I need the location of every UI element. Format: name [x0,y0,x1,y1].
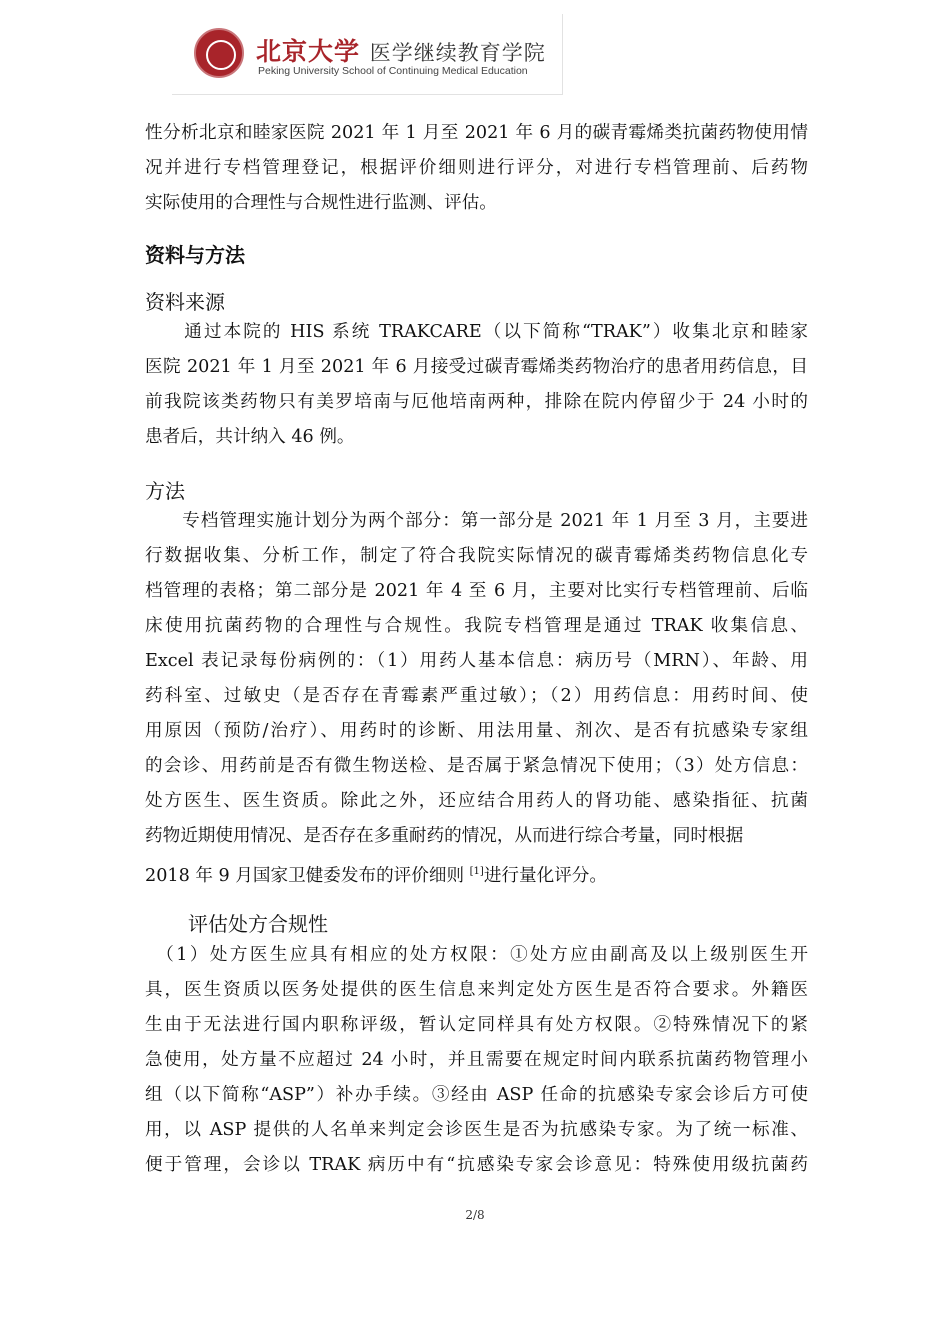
method-last-line [145,854,808,889]
text-line: 床使用抗菌药物的合理性与合规性。我院专档管理是通过 TRAK 收集信息、 [145,616,808,636]
text-line: 组（以下简称“ASP”）补办手续。③经由 ASP 任命的抗感染专家会诊后方可使 [145,1085,808,1105]
institution-logo [172,14,563,95]
text-line: 况并进行专档管理登记，根据评价细则进行评分，对进行专档管理前、后药物 [145,158,808,178]
text-line: （1）处方医生应具有相应的处方权限：①处方应由副高及以上级别医生开 [145,945,808,965]
text-line: 药科室、过敏史（是否存在青霉素严重过敏）；（2）用药信息：用药时间、使 [145,686,808,706]
text-line: 实际使用的合理性与合规性进行监测、评估。 [145,193,497,213]
compliance-paragraph [145,938,808,1183]
university-seal-icon [194,28,244,78]
text-line: 处方医生、医生资质。除此之外，还应结合用药人的肾功能、感染指征、抗菌 [145,791,808,811]
text-line: 用原因（预防/治疗）、用药时的诊断、用法用量、剂次、是否有抗感染专家组 [145,721,808,741]
page-number: 2/8 [465,1208,485,1222]
text-line: 具，医生资质以医务处提供的医生信息来判定处方医生是否符合要求。外籍医 [145,980,808,1000]
text-line: 前我院该类药物只有美罗培南与厄他培南两种，排除在院内停留少于 24 小时的 [145,392,808,412]
text-line: 行数据收集、分析工作，制定了符合我院实际情况的碳青霉烯类药物信息化专 [145,546,808,566]
text-line: 档管理的表格；第二部分是 2021 年 4 至 6 月，主要对比实行专档管理前、后临 [145,581,808,601]
text-line: 医院 2021 年 1 月至 2021 年 6 月接受过碳青霉烯类药物治疗的患者用药信息，目 [145,357,808,377]
source-paragraph [145,315,808,455]
text-line: 患者后，共计纳入 46 例。 [145,427,355,447]
text-line: 急使用，处方量不应超过 24 小时，并且需要在规定时间内联系抗菌药物管理小 [145,1050,808,1070]
text: 2018 年 9 月国家卫健委发布的评价细则 [145,865,470,886]
text-line: 药物近期使用情况、是否存在多重耐药的情况，从而进行综合考量，同时根据 [145,826,744,846]
intro-paragraph [145,116,808,221]
text-line: 通过本院的 HIS 系统 TRAKCARE（以下简称“TRAK”）收集北京和睦家 [145,322,808,342]
text-line: 性分析北京和睦家医院 2021 年 1 月至 2021 年 6 月的碳青霉烯类抗菌药物使用情 [145,123,808,143]
text-line: 生由于无法进行国内职称评级，暂认定同样具有处方权限。②特殊情况下的紧 [145,1015,808,1035]
section-heading: 资料与方法 [145,243,245,267]
subsection-heading-method: 方法 [145,479,185,503]
subsection-heading-source: 资料来源 [145,290,225,314]
text-line: 便于管理，会诊以 TRAK 病历中有“抗感染专家会诊意见：特殊使用级抗菌药 [145,1155,808,1175]
subsection-heading-compliance: 评估处方合规性 [188,912,328,936]
text-line: 专档管理实施计划分为两个部分：第一部分是 2021 年 1 月至 3 月，主要进 [145,511,808,531]
text-line: 的会诊、用药前是否有微生物送检、是否属于紧急情况下使用；（3）处方信息： [145,756,808,776]
text-line: 用，以 ASP 提供的人名单来判定会诊医生是否为抗感染专家。为了统一标准、 [145,1120,808,1140]
logo-english: Peking University School of Continuing Medical Education [258,65,528,77]
text: 进行量化评分。 [483,865,607,886]
logo-title: 北京大学 医学继续教育学院 [256,37,546,66]
text-line: Excel 表记录每份病例的：（1）用药人基本信息：病历号（MRN）、年龄、用 [145,651,808,671]
reference-link[interactable]: [1] [469,866,484,877]
method-paragraph [145,504,808,854]
